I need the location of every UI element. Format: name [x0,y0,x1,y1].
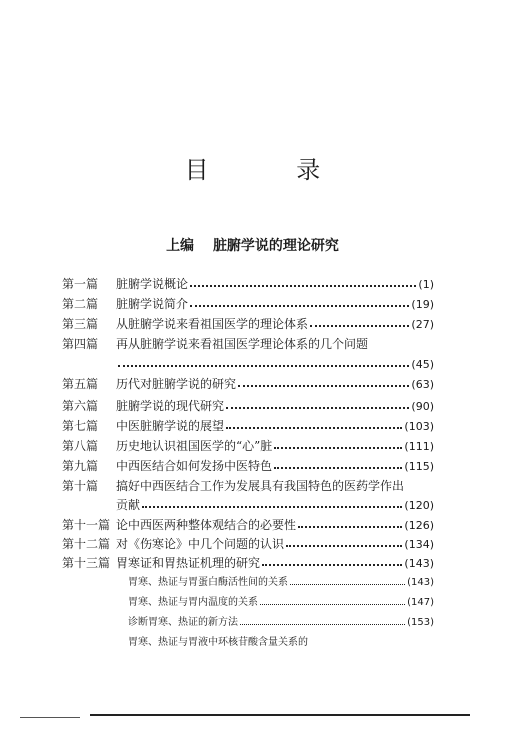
entry-number: 第五篇 [62,377,99,391]
subentry-title: 胃寒、热证与胃液中环核苷酸含量关系的 [128,637,308,648]
section-heading [0,235,505,255]
dot-leader [260,596,405,605]
entry-title: 脏腑学说简介 [116,297,189,311]
entry-number: 第十一篇 [62,518,111,532]
section-name: 脏腑学说的理论研究 [212,238,339,254]
subentry-page: (147) [407,597,434,608]
subentry-page: (143) [407,577,434,588]
entry-page: (103) [404,420,434,433]
subentry-page: (153) [407,617,434,628]
entry-title: 历史地认识祖国医学的“心”脏 [116,439,273,453]
subentry-title: 胃寒、热证与胃内温度的关系 [128,597,258,608]
page-title: 目 录 [184,156,361,184]
entry-page: (19) [411,298,434,311]
entry-number: 第二篇 [62,297,99,311]
entry-title: 中西医结合如何发扬中医特色 [116,459,273,473]
entry-page: (126) [404,519,434,532]
dot-leader [226,418,402,429]
dot-leader [310,316,409,327]
entry-number: 第七篇 [62,419,99,433]
subentry-title: 胃寒、热证与胃蛋白酶活性间的关系 [128,577,288,588]
dot-leader [142,497,402,508]
entry-title: 论中西医两种整体观结合的必要性 [116,518,297,532]
entry-title: 胃寒证和胃热证机理的研究 [116,556,261,570]
dot-leader [290,576,405,585]
dot-leader [226,398,409,409]
entry-page: (1) [418,278,434,291]
entry-number: 第十篇 [62,479,99,493]
dot-leader [240,616,405,625]
dot-leader [190,296,409,307]
entry-title: 搞好中西医结合工作为发展具有我国特色的医药学作出 [116,479,405,493]
dot-leader [286,536,402,547]
entry-page: (143) [404,557,434,570]
entry-title-cont: 贡献 [116,498,141,512]
entry-number: 第十二篇 [62,537,111,551]
entry-title: 历代对脏腑学说的研究 [116,377,237,391]
bottom-rule-short [20,717,80,718]
dot-leader [274,458,402,469]
entry-number: 第一篇 [62,277,99,291]
entry-page: (90) [411,400,434,413]
entry-page: (115) [404,460,434,473]
entry-title: 对《伤寒论》中几个问题的认识 [116,537,285,551]
entry-number: 第十三篇 [62,556,111,570]
entry-number: 第六篇 [62,399,99,413]
entry-title: 再从脏腑学说来看祖国医学理论体系的几个问题 [116,337,369,351]
entry-number: 第三篇 [62,317,99,331]
entry-page: (111) [404,440,434,453]
dot-leader [262,555,402,566]
entry-title: 从脏腑学说来看祖国医学的理论体系 [116,317,309,331]
subentry-title: 诊断胃寒、热证的新方法 [128,617,238,628]
dot-leader [118,356,409,367]
dot-leader [238,376,409,387]
entry-number: 第四篇 [62,337,99,351]
dot-leader [274,438,402,449]
entry-page: (63) [411,378,434,391]
entry-page: (120) [404,499,434,512]
dot-leader [190,276,416,287]
entry-page: (134) [404,538,434,551]
entry-title: 脏腑学说概论 [116,277,189,291]
entry-page: (45) [411,358,434,371]
section-part: 上编 [166,238,195,254]
entry-number: 第九篇 [62,459,99,473]
dot-leader [298,517,402,528]
entry-title: 脏腑学说的现代研究 [116,399,225,413]
entry-page: (27) [411,318,434,331]
entry-title: 中医脏腑学说的展望 [116,419,225,433]
bottom-rule [90,714,470,716]
entry-number: 第八篇 [62,439,99,453]
